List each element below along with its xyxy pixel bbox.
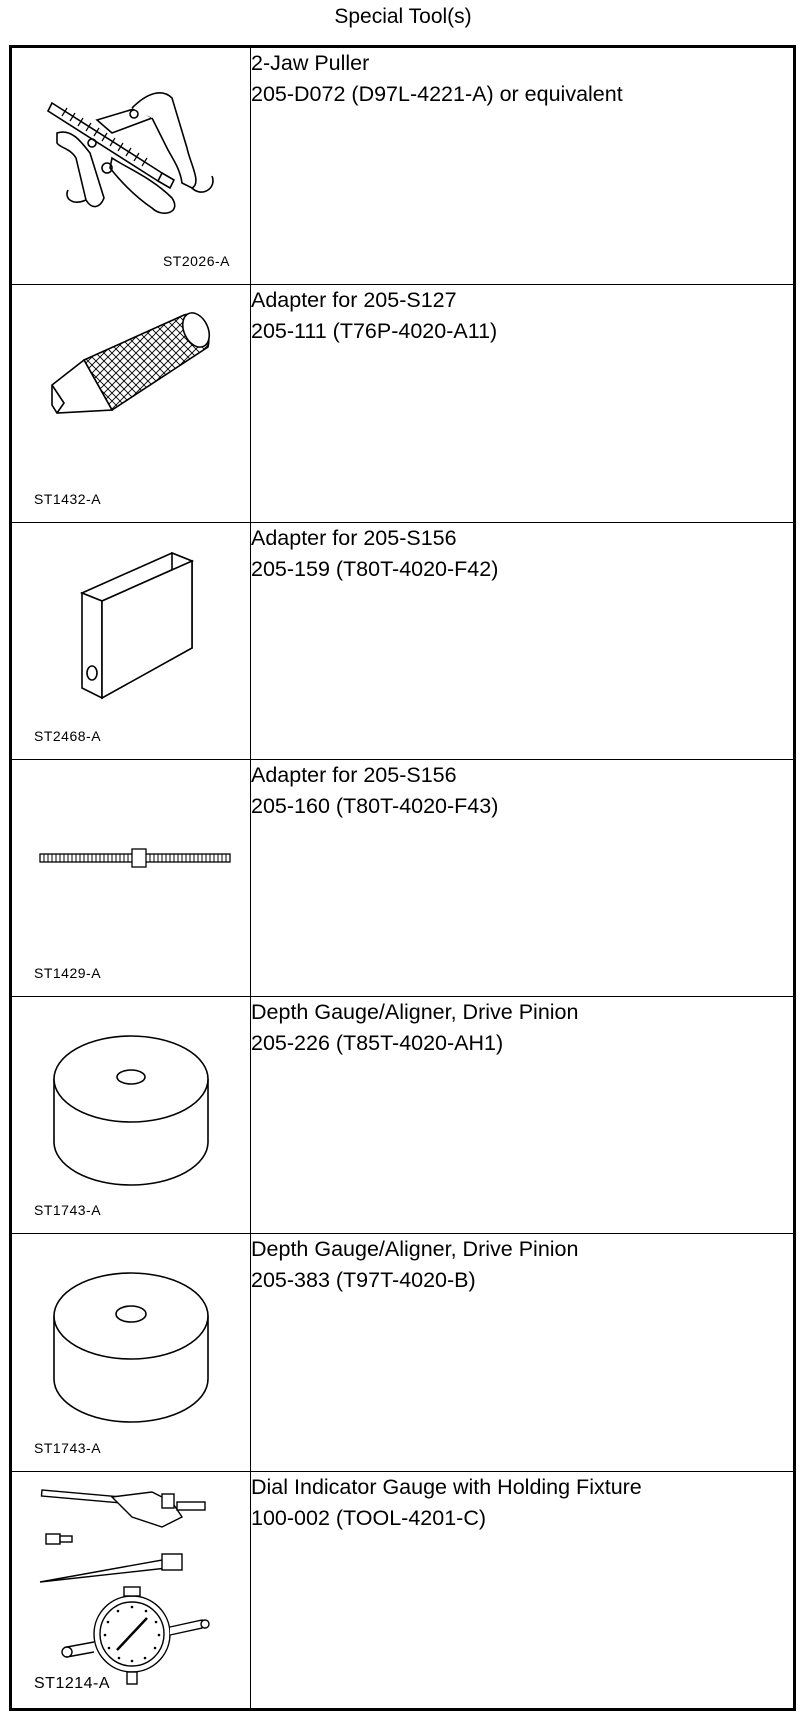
illustration-code: ST2468-A <box>34 727 102 744</box>
table-row <box>11 47 795 285</box>
tool-description-cell <box>251 997 795 1234</box>
tool-name: 2-Jaw Puller <box>251 51 370 75</box>
table-row <box>11 285 795 522</box>
two-jaw-puller-drawing <box>12 48 250 283</box>
threaded-rod-adapter-drawing <box>12 760 250 995</box>
table-row <box>11 997 795 1234</box>
table-row <box>11 1471 795 1709</box>
tool-description-cell <box>251 285 795 522</box>
tool-number: 205-160 (T80T-4020-F43) <box>251 793 499 818</box>
tool-illustration-cell <box>11 47 251 285</box>
table-row <box>11 522 795 759</box>
page-title: Special Tool(s) <box>334 5 472 28</box>
tool-illustration-cell <box>11 997 251 1234</box>
tool-illustration-cell <box>11 1471 251 1709</box>
tool-description-cell <box>251 47 795 285</box>
tool-number: 205-383 (T97T-4020-B) <box>251 1268 476 1293</box>
knurled-adapter-drawing <box>12 285 250 520</box>
tool-number: 205-111 (T76P-4020-A11) <box>251 319 498 344</box>
illustration-code: ST1743-A <box>34 1202 102 1219</box>
tool-description-cell <box>251 759 795 996</box>
depth-gauge-disc-drawing <box>12 1234 250 1469</box>
tool-illustration-cell <box>11 285 251 522</box>
tool-number: 205-159 (T80T-4020-F42) <box>251 556 499 581</box>
tool-illustration-cell <box>11 522 251 759</box>
tool-illustration-cell <box>11 1234 251 1471</box>
tool-name: Adapter for 205-S127 <box>251 288 457 313</box>
tool-illustration-cell <box>11 759 251 996</box>
tool-name: Depth Gauge/Aligner, Drive Pinion <box>251 1000 579 1025</box>
tool-name: Dial Indicator Gauge with Holding Fixture <box>251 1474 642 1499</box>
tool-description-cell <box>251 1471 795 1709</box>
special-tools-table <box>9 45 796 1711</box>
dial-indicator-drawing <box>12 1472 250 1707</box>
block-adapter-drawing <box>12 523 250 758</box>
illustration-code: ST1743-A <box>34 1439 102 1456</box>
illustration-code: ST1429-A <box>34 965 102 982</box>
tool-number: 205-D072 (D97L-4221-A) or equivalent <box>251 82 623 106</box>
tool-name: Adapter for 205-S156 <box>251 525 457 550</box>
table-row <box>11 1234 795 1471</box>
illustration-code: ST1432-A <box>34 490 102 507</box>
tool-name: Depth Gauge/Aligner, Drive Pinion <box>251 1237 579 1262</box>
depth-gauge-disc-drawing <box>12 997 250 1232</box>
illustration-code: ST1214-A <box>34 1675 111 1692</box>
tool-description-cell <box>251 1234 795 1471</box>
tool-number: 100-002 (TOOL-4201-C) <box>251 1505 487 1530</box>
tool-description-cell <box>251 522 795 759</box>
tool-name: Adapter for 205-S156 <box>251 762 457 787</box>
tool-number: 205-226 (T85T-4020-AH1) <box>251 1031 504 1056</box>
table-row <box>11 759 795 996</box>
illustration-code: ST2026-A <box>162 253 230 270</box>
